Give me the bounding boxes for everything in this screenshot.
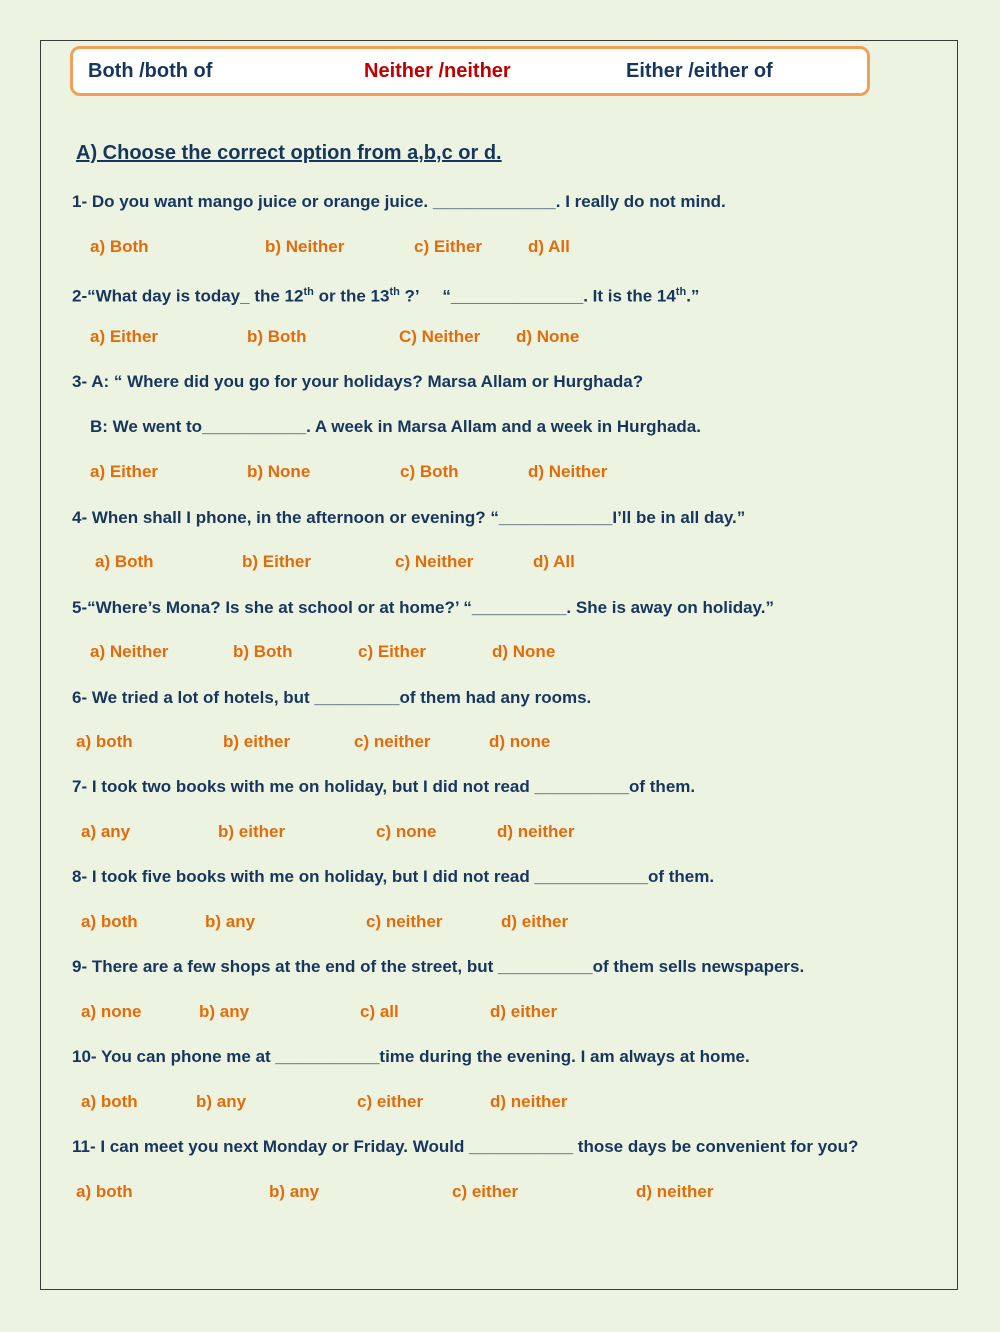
option-7c: c) none (376, 822, 437, 841)
option-6c: c) neither (354, 732, 431, 751)
option-11a: a) both (76, 1182, 133, 1201)
option-11c: c) either (452, 1182, 519, 1201)
option-7b: b) either (218, 822, 286, 841)
option-7a: a) any (81, 822, 131, 841)
option-6a: a) both (76, 732, 133, 751)
option-8d: d) either (501, 912, 569, 931)
option-5c: c) Either (358, 642, 427, 661)
option-2c: C) Neither (399, 327, 481, 346)
header-either: Either /either of (626, 60, 773, 82)
option-9c: c) all (360, 1002, 399, 1021)
option-3d: d) Neither (528, 462, 608, 481)
option-2d: d) None (516, 327, 580, 346)
option-4a: a) Both (95, 552, 154, 571)
option-11d: d) neither (636, 1182, 714, 1201)
option-6b: b) either (223, 732, 291, 751)
option-8a: a) both (81, 912, 138, 931)
option-3a: a) Either (90, 462, 159, 481)
option-2a: a) Either (90, 327, 159, 346)
option-3b: b) None (247, 462, 311, 481)
option-2b: b) Both (247, 327, 307, 346)
question-9: 9- There are a few shops at the end of the street, but __________of them sells newspapers. (72, 957, 805, 976)
header-both: Both /both of (88, 60, 213, 82)
question-11: 11- I can meet you next Monday or Friday. Would ___________ those days be convenient for you? (72, 1137, 859, 1156)
question-10: 10- You can phone me at ___________time during the evening. I am always at home. (72, 1047, 750, 1066)
superscript-th: th (389, 286, 400, 298)
question-2-part: 2-“What day is today_ the 12 (72, 286, 304, 306)
question-2 (72, 281, 699, 308)
option-10d: d) neither (490, 1092, 568, 1111)
option-8c: c) neither (366, 912, 443, 931)
option-4d: d) All (533, 552, 575, 571)
option-10c: c) either (357, 1092, 424, 1111)
question-2-part: ?’ “______________. It is the 14 (399, 286, 676, 306)
option-11b: b) any (269, 1182, 320, 1201)
option-6d: d) none (489, 732, 551, 751)
question-5: 5-“Where’s Mona? Is she at school or at home?’ “__________. She is away on holiday.” (72, 598, 774, 617)
question-1: 1- Do you want mango juice or orange juice. _____________. I really do not mind. (72, 192, 726, 211)
option-1c: c) Either (414, 237, 483, 256)
option-10b: b) any (196, 1092, 247, 1111)
option-10a: a) both (81, 1092, 138, 1111)
option-9b: b) any (199, 1002, 250, 1021)
option-1b: b) Neither (265, 237, 345, 256)
section-title: A) Choose the correct option from a,b,c or d. (76, 142, 502, 164)
question-6: 6- We tried a lot of hotels, but _________of them had any rooms. (72, 688, 592, 707)
option-1d: d) All (528, 237, 570, 256)
question-3: 3- A: “ Where did you go for your holidays? Marsa Allam or Hurghada? (72, 372, 644, 391)
superscript-th: th (303, 286, 314, 298)
question-7: 7- I took two books with me on holiday, but I did not read __________of them. (72, 777, 696, 796)
question-8: 8- I took five books with me on holiday, but I did not read ____________of them. (72, 867, 715, 886)
option-1a: a) Both (90, 237, 149, 256)
option-4b: b) Either (242, 552, 311, 571)
question-4: 4- When shall I phone, in the afternoon or evening? “____________I’ll be in all day.” (72, 508, 746, 527)
option-9a: a) none (81, 1002, 142, 1021)
question-3-line2: B: We went to___________. A week in Marsa Allam and a week in Hurghada. (90, 417, 701, 436)
header-neither: Neither /neither (364, 60, 511, 82)
option-5b: b) Both (233, 642, 293, 661)
superscript-th: th (675, 286, 687, 298)
option-8b: b) any (205, 912, 256, 931)
option-4c: c) Neither (395, 552, 474, 571)
option-5a: a) Neither (90, 642, 169, 661)
option-9d: d) either (490, 1002, 558, 1021)
option-3c: c) Both (400, 462, 459, 481)
option-7d: d) neither (497, 822, 575, 841)
question-2-part: or the 13 (313, 286, 390, 306)
question-2-part: .” (686, 286, 700, 306)
option-5d: d) None (492, 642, 556, 661)
